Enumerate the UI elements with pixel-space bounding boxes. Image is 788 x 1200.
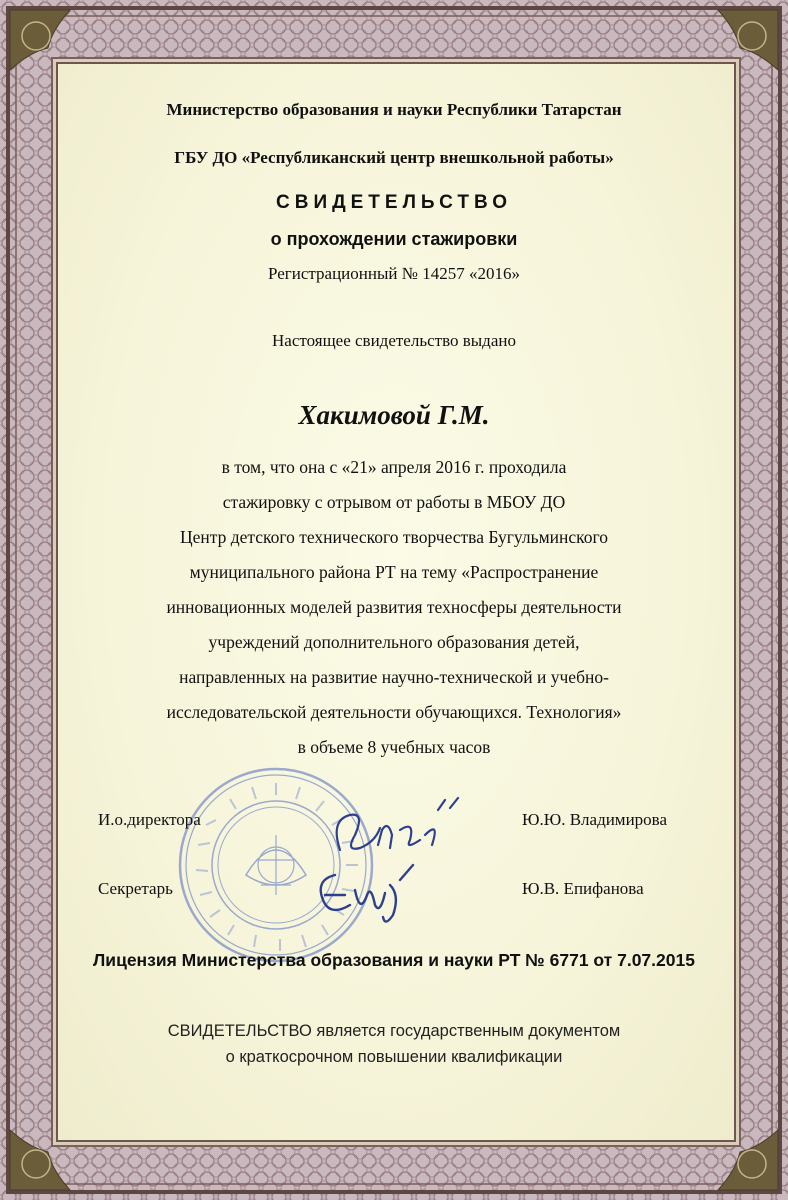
body-line: в объеме 8 учебных часов [297,737,491,757]
footer-line-1: СВИДЕТЕЛЬСТВО является государственным документом [167,1022,621,1040]
director-title: И.о.директора [98,810,201,829]
document-subtitle: о прохождении стажировки [270,229,518,249]
organization-name: ГБУ ДО «Республиканский центр внешкольной работы» [174,148,614,167]
registration-number: Регистрационный № 14257 «2016» [268,264,520,283]
secretary-name: Ю.В. Епифанова [522,879,644,898]
ministry-name: Министерство образования и науки Республики Татарстан [166,100,622,119]
recipient-name: Хакимовой Г.М. [298,400,490,430]
body-line: муниципального района РТ на тему «Распространение [189,562,599,582]
document-title: СВИДЕТЕЛЬСТВО [276,192,512,213]
certificate-body [0,450,788,765]
body-line: направленных на развитие научно-технической и учебно- [179,667,609,687]
director-name: Ю.Ю. Владимирова [522,810,668,829]
license-info: Лицензия Министерства образования и науки РТ № 6771 от 7.07.2015 [93,950,695,970]
body-line: Центр детского технического творчества Бугульминского [179,527,609,547]
footer-note [0,1018,788,1070]
body-line: в том, что она с «21» апреля 2016 г. проходила [221,457,567,477]
body-line: исследовательской деятельности обучающихся. Технология» [166,702,622,722]
issued-to-label: Настоящее свидетельство выдано [272,331,516,350]
secretary-signature [305,855,425,935]
secretary-title: Секретарь [98,879,173,898]
footer-line-2: о краткосрочном повышении квалификации [225,1048,563,1066]
body-line: учреждений дополнительного образования детей, [208,632,580,652]
body-line: стажировку с отрывом от работы в МБОУ ДО [222,492,566,512]
body-line: инновационных моделей развития техносферы деятельности [166,597,622,617]
